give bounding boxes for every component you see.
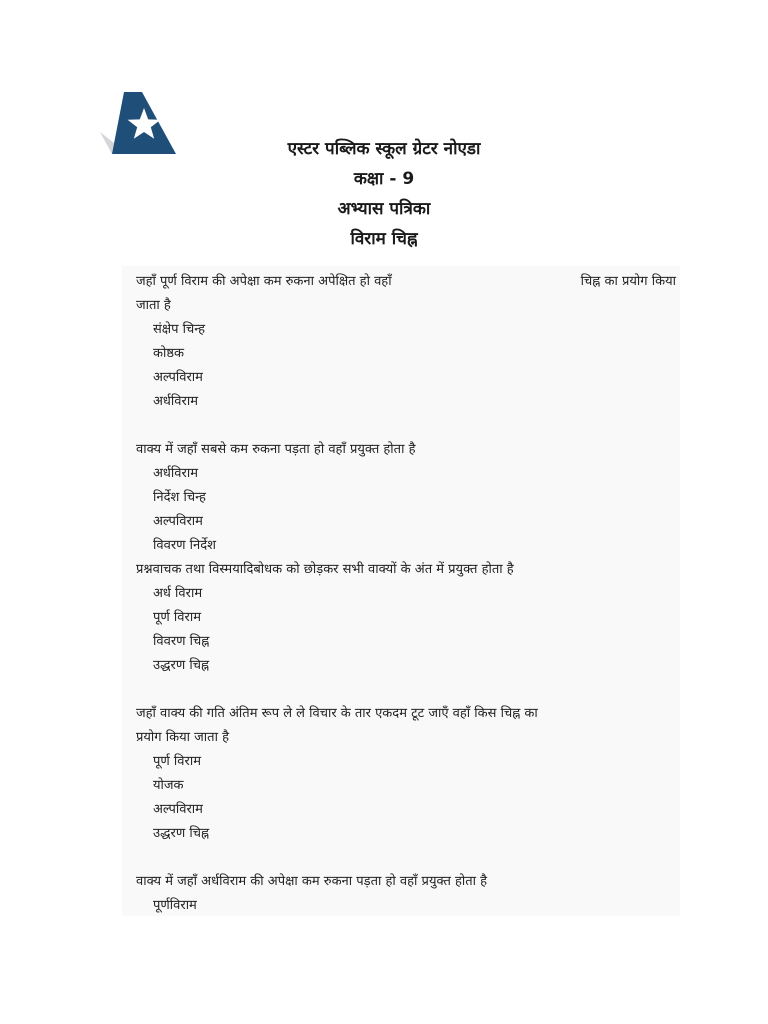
question-3-option: अर्ध विराम xyxy=(153,586,203,601)
question-1-text-b: चिह्न का प्रयोग किया xyxy=(580,274,676,289)
question-1-line-1 xyxy=(136,270,676,294)
question-1-text-a: जहाँ पूर्ण विराम की अपेक्षा कम रुकना अपेक्षित हो वहाँ xyxy=(136,274,392,289)
worksheet-body xyxy=(122,266,680,916)
question-3-option: विवरण चिह्न xyxy=(153,634,210,649)
question-5-option: पूर्णविराम xyxy=(153,898,197,913)
question-4-line-1: जहाँ वाक्य की गति अंतिम रूप ले ले विचार के तार एकदम टूट जाएँ वहाँ किस चिह्न का xyxy=(136,706,538,721)
question-4-option: पूर्ण विराम xyxy=(153,754,201,769)
question-4-option: अल्पविराम xyxy=(153,802,203,817)
question-2-text: वाक्य में जहाँ सबसे कम रुकना पड़ता हो वहाँ प्रयुक्त होता है xyxy=(136,442,416,457)
topic-title: विराम चिह्न xyxy=(350,229,418,249)
question-4-line-2: प्रयोग किया जाता है xyxy=(136,730,229,745)
question-5-text: वाक्य में जहाँ अर्धविराम की अपेक्षा कम रुकना पड़ता हो वहाँ प्रयुक्त होता है xyxy=(136,874,488,889)
question-2-option: अल्पविराम xyxy=(153,514,203,529)
question-3-text: प्रश्नवाचक तथा विस्मयादिबोधक को छोड़कर सभी वाक्यों के अंत में प्रयुक्त होता है xyxy=(136,562,514,577)
question-3-option: पूर्ण विराम xyxy=(153,610,201,625)
question-1-line-2: जाता है xyxy=(136,298,171,313)
question-4-option: योजक xyxy=(153,778,184,793)
question-1-option: अर्धविराम xyxy=(153,394,198,409)
question-3-option: उद्धरण चिह्न xyxy=(153,658,210,673)
document-header xyxy=(0,134,768,254)
question-2-option: अर्धविराम xyxy=(153,466,198,481)
question-4-option: उद्धरण चिह्न xyxy=(153,826,210,841)
question-1-option: अल्पविराम xyxy=(153,370,203,385)
school-name: एस्टर पब्लिक स्कूल ग्रेटर नोएडा xyxy=(287,139,481,159)
question-1-option: संक्षेप चिन्ह xyxy=(153,322,206,337)
question-2-option: विवरण निर्देश xyxy=(153,538,216,553)
question-1-option: कोष्ठक xyxy=(153,346,184,361)
class-label: कक्षा - 9 xyxy=(353,169,415,189)
worksheet-title: अभ्यास पत्रिका xyxy=(337,199,431,219)
question-2-option: निर्देश चिन्ह xyxy=(153,490,206,505)
